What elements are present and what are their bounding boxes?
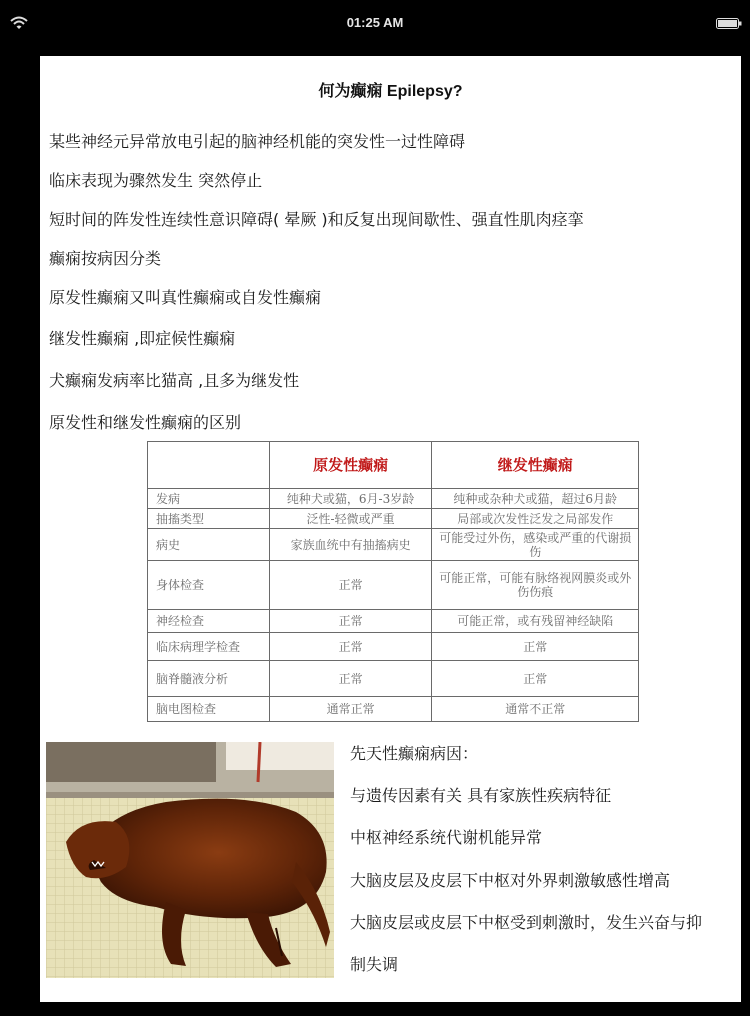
status-bar — [0, 0, 750, 54]
table-row — [148, 633, 639, 661]
table-cell: 正常 — [269, 633, 432, 661]
table-cell: 家族血统中有抽搐病史 — [269, 529, 432, 561]
text-line: 原发性和继发性癫痫的区别 — [49, 413, 242, 432]
table-cell: 脑电图检查 — [148, 697, 270, 722]
table-header-row — [148, 442, 639, 489]
table-cell: 正常 — [269, 561, 432, 610]
table-cell: 身体检查 — [148, 561, 270, 610]
table-cell: 正常 — [432, 633, 639, 661]
text-line: 原发性癫痫又叫真性癫痫或自发性癫痫 — [49, 288, 322, 307]
table-header-cell: 继发性癫痫 — [432, 442, 639, 489]
table-row — [148, 561, 639, 610]
table-row — [148, 489, 639, 509]
table-cell: 可能正常，或有残留神经缺陷 — [432, 610, 639, 633]
table-cell: 病史 — [148, 529, 270, 561]
text-line: 大脑皮层及皮层下中枢对外界刺激敏感性增高 — [350, 871, 671, 890]
table-cell: 正常 — [432, 661, 639, 697]
table-row — [148, 529, 639, 561]
table-cell: 发病 — [148, 489, 270, 509]
page-title: 何为癫痫 Epilepsy? — [318, 83, 463, 100]
table-cell: 神经检查 — [148, 610, 270, 633]
table-cell: 通常正常 — [269, 697, 432, 722]
status-time: 01:25 AM — [346, 15, 404, 30]
table-cell: 纯种或杂种犬或猫，超过6月龄 — [432, 489, 639, 509]
text-line: 临床表现为骤然发生 突然停止 — [49, 171, 263, 190]
text-line: 制失调 — [350, 955, 399, 974]
table-row — [148, 509, 639, 529]
table-cell: 临床病理学检查 — [148, 633, 270, 661]
table-cell: 泛性-轻微或严重 — [269, 509, 432, 529]
comparison-table — [147, 441, 639, 722]
table-cell: 可能正常，可能有脉络视网膜炎或外伤伤痕 — [432, 561, 639, 610]
table-row — [148, 661, 639, 697]
table-cell: 正常 — [269, 610, 432, 633]
text-line: 与遗传因素有关 具有家族性疾病特征 — [350, 786, 612, 805]
table-cell: 脑脊髓液分析 — [148, 661, 270, 697]
table-cell: 纯种犬或猫，6月-3岁龄 — [269, 489, 432, 509]
document-page[interactable] — [40, 56, 741, 1002]
text-line: 癫痫按病因分类 — [49, 249, 162, 268]
table-cell: 通常不正常 — [432, 697, 639, 722]
text-line: 中枢神经系统代谢机能异常 — [350, 828, 543, 847]
text-line: 某些神经元异常放电引起的脑神经机能的突发性一过性障碍 — [49, 132, 466, 151]
text-line: 继发性癫痫 ,即症候性癫痫 — [49, 329, 236, 348]
text-line: 大脑皮层或皮层下中枢受到刺激时，发生兴奋与抑 — [350, 913, 703, 932]
table-cell: 抽搐类型 — [148, 509, 270, 529]
text-line: 犬癫痫发病率比猫高 ,且多为继发性 — [49, 371, 300, 390]
table-cell: 正常 — [269, 661, 432, 697]
table-row — [148, 697, 639, 722]
text-line: 短时间的阵发性连续性意识障碍( 晕厥 )和反复出现间歇性、强直性肌肉痉挛 — [49, 210, 584, 229]
table-cell: 局部或次发性泛发之局部发作 — [432, 509, 639, 529]
dog-seizure-photo — [46, 742, 334, 978]
table-row — [148, 610, 639, 633]
table-header-cell — [148, 442, 270, 489]
table-cell: 可能受过外伤，感染或严重的代谢损伤 — [432, 529, 639, 561]
text-line: 先天性癫痫病因： — [350, 744, 479, 763]
table-header-cell: 原发性癫痫 — [269, 442, 432, 489]
battery-icon — [716, 18, 742, 29]
